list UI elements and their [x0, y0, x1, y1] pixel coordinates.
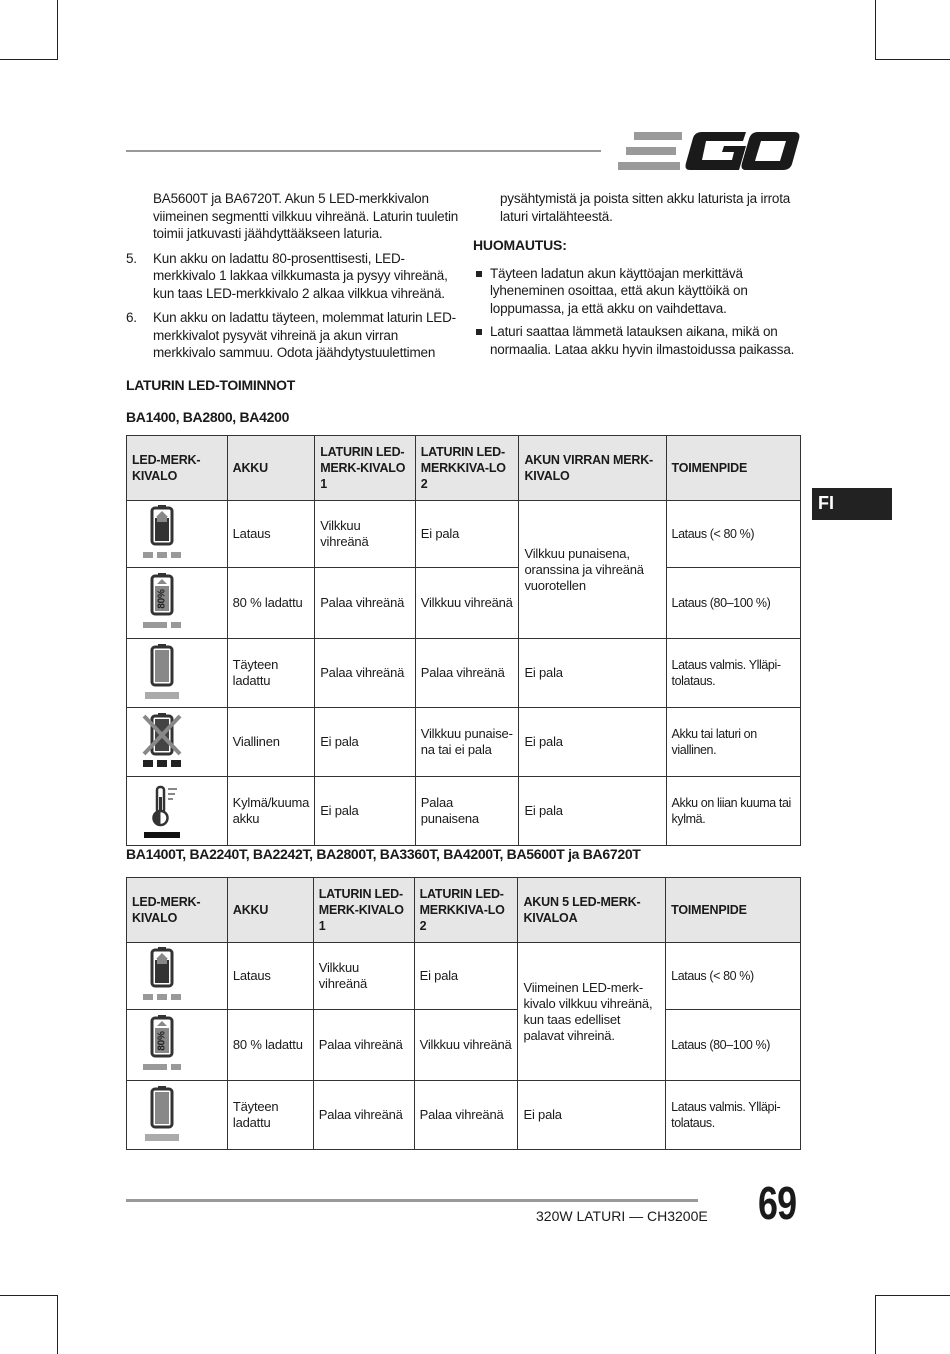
table-cell: Täyteen ladattu: [227, 1081, 313, 1150]
led-indicator-cell: [127, 943, 228, 1010]
crop-mark: [57, 0, 58, 60]
column-header: AKKU: [227, 878, 313, 943]
table-cell: Palaa vihreänä: [414, 1081, 518, 1150]
battery-faulty-icon: [132, 710, 192, 770]
table-cell: Ei pala: [519, 777, 666, 846]
right-column: [473, 190, 803, 364]
table-cell: Lataus (< 80 %): [666, 943, 801, 1010]
table-cell: Täyteen ladattu: [227, 639, 315, 708]
column-header: LATURIN LED-MERK-KIVALO 1: [313, 878, 414, 943]
table-cell: Lataus (80–100 %): [666, 1010, 801, 1081]
table-cell: Vilkkuu vihreänä: [313, 943, 414, 1010]
column-header: TOIMENPIDE: [666, 436, 800, 501]
language-tab: FI: [812, 488, 892, 520]
column-header: LED-MERK-KIVALO: [127, 878, 228, 943]
item-number: 6.: [126, 310, 137, 325]
list-item: [126, 190, 461, 243]
crop-mark: [875, 0, 876, 60]
table-cell: Lataus: [227, 501, 315, 568]
thermometer-icon: [132, 779, 192, 839]
table-cell: 80 % ladattu: [227, 1010, 313, 1081]
battery-80-icon: [132, 570, 192, 632]
led-table-1: [126, 435, 801, 846]
led-indicator-cell: [127, 639, 228, 708]
led-indicator-cell: [127, 1010, 228, 1081]
table-row: [127, 1010, 801, 1081]
table-header-row: [127, 436, 801, 501]
table-row: [127, 639, 801, 708]
table-row: [127, 777, 801, 846]
table-row: [127, 1081, 801, 1150]
table-cell: Lataus (< 80 %): [666, 501, 800, 568]
table-row: [127, 501, 801, 568]
table-cell: Palaa vihreänä: [315, 639, 416, 708]
table-cell: Viimeinen LED-merk-kivalo vilkkuu vihreänä, kun taas edelliset palavat vihreinä.: [518, 943, 666, 1081]
table-cell: Ei pala: [414, 943, 518, 1010]
item-number: 5.: [126, 250, 137, 266]
table-cell: Ei pala: [415, 501, 519, 568]
table-cell: Ei pala: [519, 639, 666, 708]
bullet-icon: [476, 271, 482, 277]
table-cell: Palaa vihreänä: [313, 1081, 414, 1150]
table-cell: Ei pala: [315, 708, 416, 777]
table-cell: Palaa punaisena: [415, 777, 519, 846]
column-header: AKUN VIRRAN MERK-KIVALO: [519, 436, 666, 501]
footer-text: 320W LATURI — CH3200E: [536, 1208, 708, 1224]
battery-charging-icon: [132, 503, 192, 561]
column-header: LED-MERK-KIVALO: [127, 436, 228, 501]
led-indicator-cell: [127, 1081, 228, 1150]
led-indicator-cell: [127, 568, 228, 639]
column-header: AKUN 5 LED-MERK-KIVALOA: [518, 878, 666, 943]
table-row: [127, 568, 801, 639]
table-cell: Ei pala: [519, 708, 666, 777]
crop-mark: [57, 1295, 58, 1354]
battery-full-icon: [132, 1083, 192, 1143]
note-item: [473, 323, 803, 358]
footer-rule: [126, 1199, 698, 1202]
note-text: Laturi saattaa lämmetä latauksen aikana, mikä on normaalia. Lataa akku hyvin ilmastoidussa paikassa.: [490, 324, 795, 357]
led-indicator-cell: [127, 777, 228, 846]
table-cell: Palaa vihreänä: [315, 568, 416, 639]
left-column: [126, 190, 461, 369]
item-text: BA5600T ja BA6720T. Akun 5 LED-merkkivalon viimeinen segmentti vilkkuu vihreänä. Laturin tuuletin toimii jatkuvasti jäähdyttääkseen laturia.: [153, 191, 459, 241]
table-cell: Lataus: [227, 943, 313, 1010]
table-cell: Vilkkuu vihreänä: [415, 568, 519, 639]
note-item: [473, 265, 803, 318]
table-cell: Kylmä/kuuma akku: [227, 777, 315, 846]
section-title: LATURIN LED-TOIMINNOT: [126, 377, 295, 393]
battery-80-label: 80%: [156, 589, 168, 609]
table-cell: Akku tai laturi on viallinen.: [666, 708, 800, 777]
column-header: LATURIN LED-MERKKIVA-LO 2: [415, 436, 519, 501]
column-header: TOIMENPIDE: [666, 878, 801, 943]
crop-mark: [875, 59, 950, 60]
table-cell: Lataus valmis. Ylläpi-tolataus.: [666, 639, 800, 708]
ego-logo: [618, 130, 800, 172]
table-cell: Akku on liian kuuma tai kylmä.: [666, 777, 800, 846]
led-table-2: [126, 877, 801, 1150]
crop-mark: [875, 1295, 950, 1296]
battery-charging-icon: [132, 945, 192, 1003]
crop-mark: [0, 59, 58, 60]
table-cell: Vilkkuu punaisena, oranssina ja vihreänä vuorotellen: [519, 501, 666, 639]
table-cell: Vilkkuu vihreänä: [315, 501, 416, 568]
battery-80-icon: [132, 1012, 192, 1074]
header-rule: [126, 150, 601, 152]
table-cell: Ei pala: [315, 777, 416, 846]
column-header: AKKU: [227, 436, 315, 501]
column-header: LATURIN LED-MERK-KIVALO 1: [315, 436, 416, 501]
led-indicator-cell: [127, 708, 228, 777]
table-cell: Palaa vihreänä: [313, 1010, 414, 1081]
table-cell: Lataus (80–100 %): [666, 568, 800, 639]
bullet-icon: [476, 329, 482, 335]
note-heading: HUOMAUTUS:: [473, 237, 567, 253]
battery-full-icon: [132, 641, 192, 701]
table-row: [127, 943, 801, 1010]
table-row: [127, 708, 801, 777]
note-text: Täyteen ladatun akun käyttöajan merkittävä lyheneminen osoittaa, että akun käyttöikä on loppumassa, ja että akku on vaihdettava.: [490, 265, 748, 316]
led-indicator-cell: [127, 501, 228, 568]
item-text: Kun akku on ladattu täyteen, molemmat laturin LED-merkkivalot pysyvät vihreinä ja akun virran merkkivalo sammuu. Odota jäähdytystuulettimen: [153, 310, 456, 360]
table2-title: BA1400T, BA2240T, BA2242T, BA2800T, BA3360T, BA4200T, BA5600T ja BA6720T: [126, 846, 641, 862]
table-cell: Vilkkuu punaise-na tai ei pala: [415, 708, 519, 777]
table-cell: Lataus valmis. Ylläpi-tolataus.: [666, 1081, 801, 1150]
table-cell: Ei pala: [518, 1081, 666, 1150]
table1-title: BA1400, BA2800, BA4200: [126, 409, 290, 425]
column-header: LATURIN LED-MERKKIVA-LO 2: [414, 878, 518, 943]
crop-mark: [875, 1295, 876, 1354]
list-item: [126, 250, 461, 303]
table-cell: Vilkkuu vihreänä: [414, 1010, 518, 1081]
page-number: 69: [758, 1177, 797, 1229]
crop-mark: [0, 1295, 58, 1296]
item-text: Kun akku on ladattu 80-prosenttisesti, LED-merkkivalo 1 lakkaa vilkkumasta ja pysyy vihreänä, kun taas LED-merkkivalo 2 alkaa vilkkua vihreänä.: [153, 250, 448, 301]
table-cell: 80 % ladattu: [227, 568, 315, 639]
table-header-row: [127, 878, 801, 943]
continued-text: pysähtymistä ja poista sitten akku laturista ja irrota laturi virtalähteestä.: [500, 191, 791, 224]
table-cell: Palaa vihreänä: [415, 639, 519, 708]
table-cell: Viallinen: [227, 708, 315, 777]
battery-80-label: 80%: [156, 1031, 168, 1051]
list-item: [126, 309, 461, 362]
